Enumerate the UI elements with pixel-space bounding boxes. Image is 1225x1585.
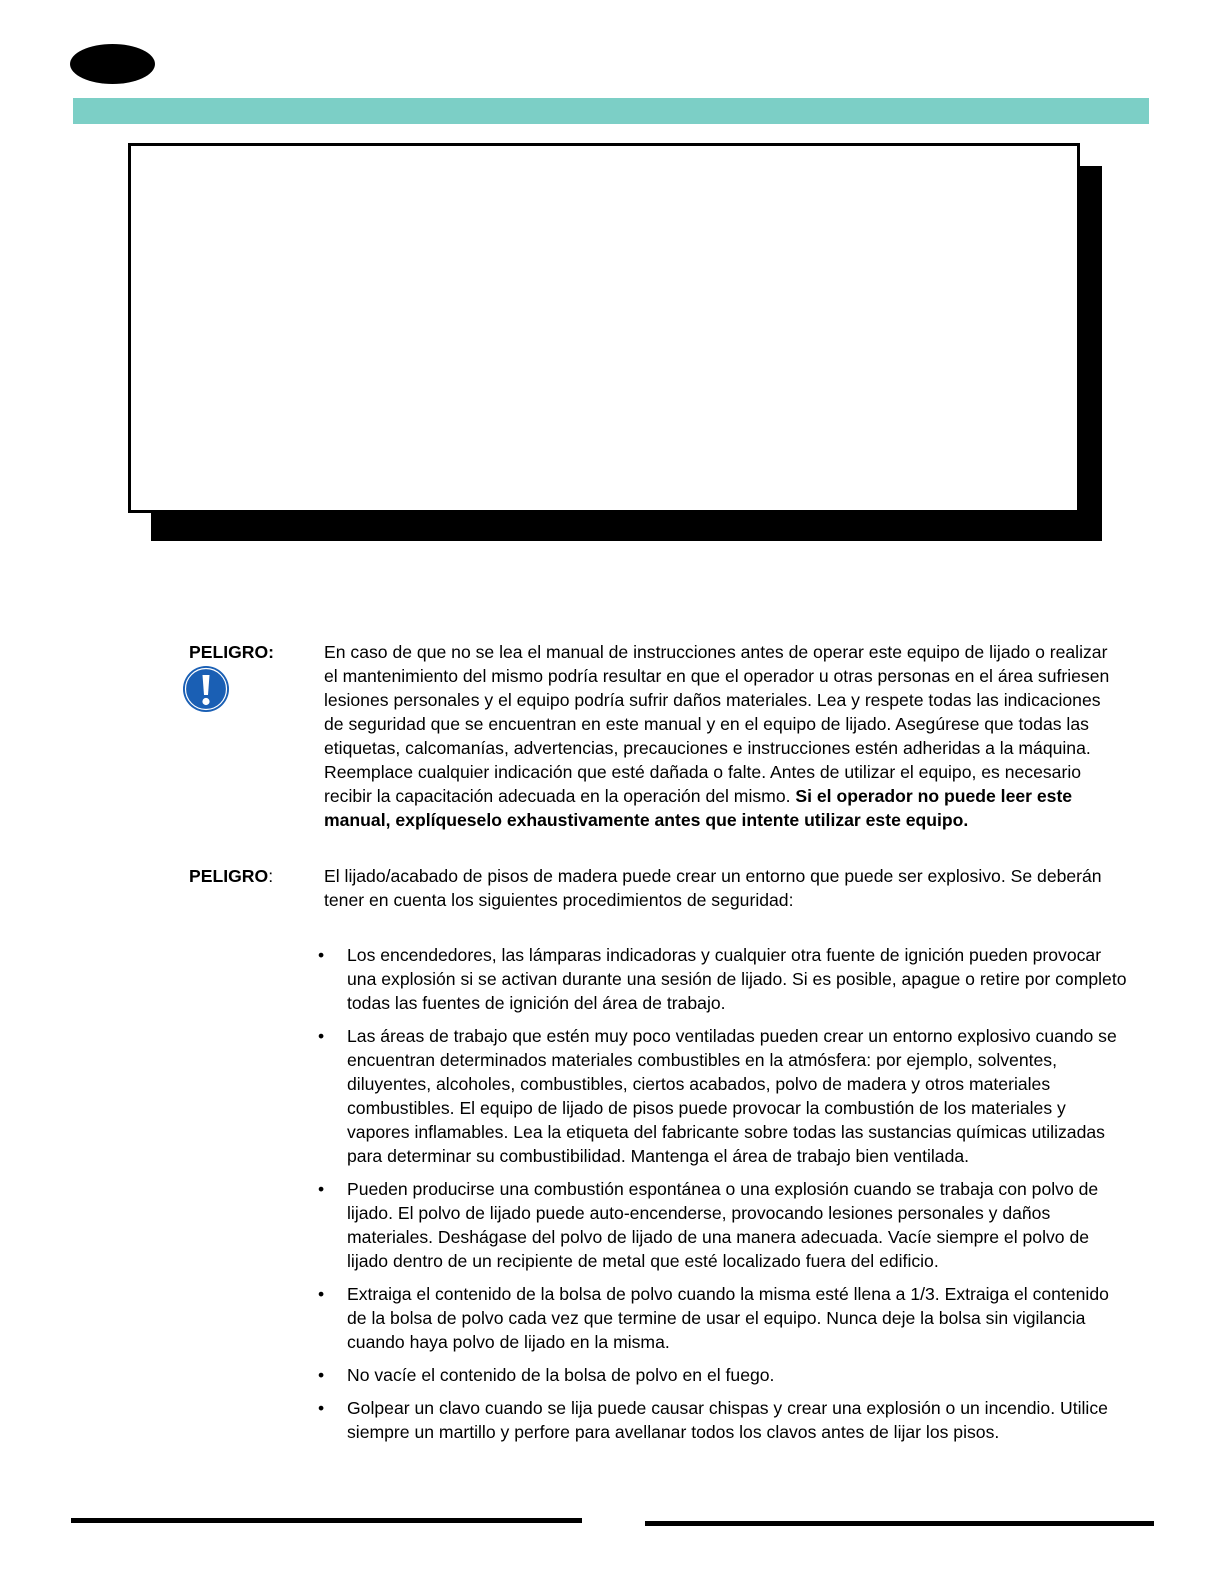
- footer-rule-right: [645, 1521, 1154, 1526]
- warning-text-1-bold: Si el operador no puede leer este manual, explíqueselo exhaustivamente antes que intente utilizar este equipo.: [324, 786, 1073, 830]
- safety-procedures-list: [318, 943, 1128, 1453]
- bullet-symbol: •: [318, 1026, 325, 1046]
- list-item-text: Las áreas de trabajo que estén muy poco ventiladas pueden crear un entorno explosivo cuando se encuentran determinados materiales combustibles en la atmósfera: por ejemplo, solventes, diluyentes, alcoholes, combustibles, ciertos acabados, polvo de madera y otros materiales combustibles. El equipo de lijado de pisos puede provocar la combustión de los materiales y vapores inflamables. Lea la etiqueta del fabricante sobre todas las sustancias químicas utilizadas para determinar su combustibilidad. Mantenga el área de trabajo bien ventilada.: [347, 1026, 1117, 1166]
- warning-label-1: PELIGRO:: [189, 642, 275, 662]
- list-item-text: Golpear un clavo cuando se lija puede causar chispas y crear una explosión o un incendio. Utilice siempre un martillo y perfore para avellanar todos los clavos antes de lijar los pisos.: [347, 1398, 1108, 1442]
- list-item-text: Los encendedores, las lámparas indicadoras y cualquier otra fuente de ignición pueden provocar una explosión si se activan durante una sesión de lijado. Si es posible, apague o retire por completo todas las fuentes de ignición del área de trabajo.: [347, 945, 1127, 1013]
- notice-box: [128, 143, 1080, 513]
- warning-label-2-text: PELIGRO: [189, 866, 269, 886]
- warning-intro-2: El lijado/acabado de pisos de madera puede crear un entorno que puede ser explosivo. Se deberán tener en cuenta los siguientes procedimientos de seguridad:: [324, 866, 1102, 910]
- list-item: [318, 1282, 1128, 1354]
- warning-label-2: [189, 864, 273, 888]
- warning-text-1-regular: En caso de que no se lea el manual de instrucciones antes de operar este equipo de lijado o realizar el mantenimiento del mismo podría resultar en que el operador u otras personas en el área sufriesen lesiones personales y el equipo podría sufrir daños materiales. Lea y respete todas las indicaciones de seguridad que se encuentran en este manual y en el equipo de lijado. Asegúrese que todas las etiquetas, calcomanías, advertencias, precauciones e instrucciones estén adheridas a la máquina. Reemplace cualquier indicación que esté dañada o falte. Antes de utilizar el equipo, es necesario recibir la capacitación adecuada en la operación del mismo.: [324, 642, 1110, 806]
- list-item: [318, 943, 1128, 1015]
- language-badge: [70, 44, 155, 84]
- list-item: [318, 1177, 1128, 1273]
- list-item: [318, 1363, 1128, 1387]
- bullet-symbol: •: [318, 1398, 325, 1418]
- warning-text-1: [324, 640, 1124, 832]
- bullet-symbol: •: [318, 1179, 325, 1199]
- list-item-text: Extraiga el contenido de la bolsa de polvo cuando la misma esté llena a 1/3. Extraiga el contenido de la bolsa de polvo cada vez que termine de usar el equipo. Nunca deje la bolsa sin vigilancia cuando haya polvo de lijado en la misma.: [347, 1284, 1109, 1352]
- warning-label-2-colon: :: [268, 866, 274, 886]
- bullet-symbol: •: [318, 1365, 325, 1385]
- footer-rule-left: [71, 1518, 582, 1523]
- exclamation-circle-icon: [182, 665, 230, 713]
- bullet-symbol: •: [318, 945, 325, 965]
- bullet-symbol: •: [318, 1284, 325, 1304]
- list-item: [318, 1024, 1128, 1168]
- list-item-text: No vacíe el contenido de la bolsa de polvo en el fuego.: [347, 1365, 775, 1385]
- header-accent-bar: [73, 98, 1149, 124]
- list-item-text: Pueden producirse una combustión espontánea o una explosión cuando se trabaja con polvo de lijado. El polvo de lijado puede auto-encenderse, provocando lesiones personales y daños materiales. Deshágase del polvo de lijado de una manera adecuada. Vacíe siempre el polvo de lijado dentro de un recipiente de metal que esté localizado fuera del edificio.: [347, 1179, 1099, 1271]
- list-item: [318, 1396, 1128, 1444]
